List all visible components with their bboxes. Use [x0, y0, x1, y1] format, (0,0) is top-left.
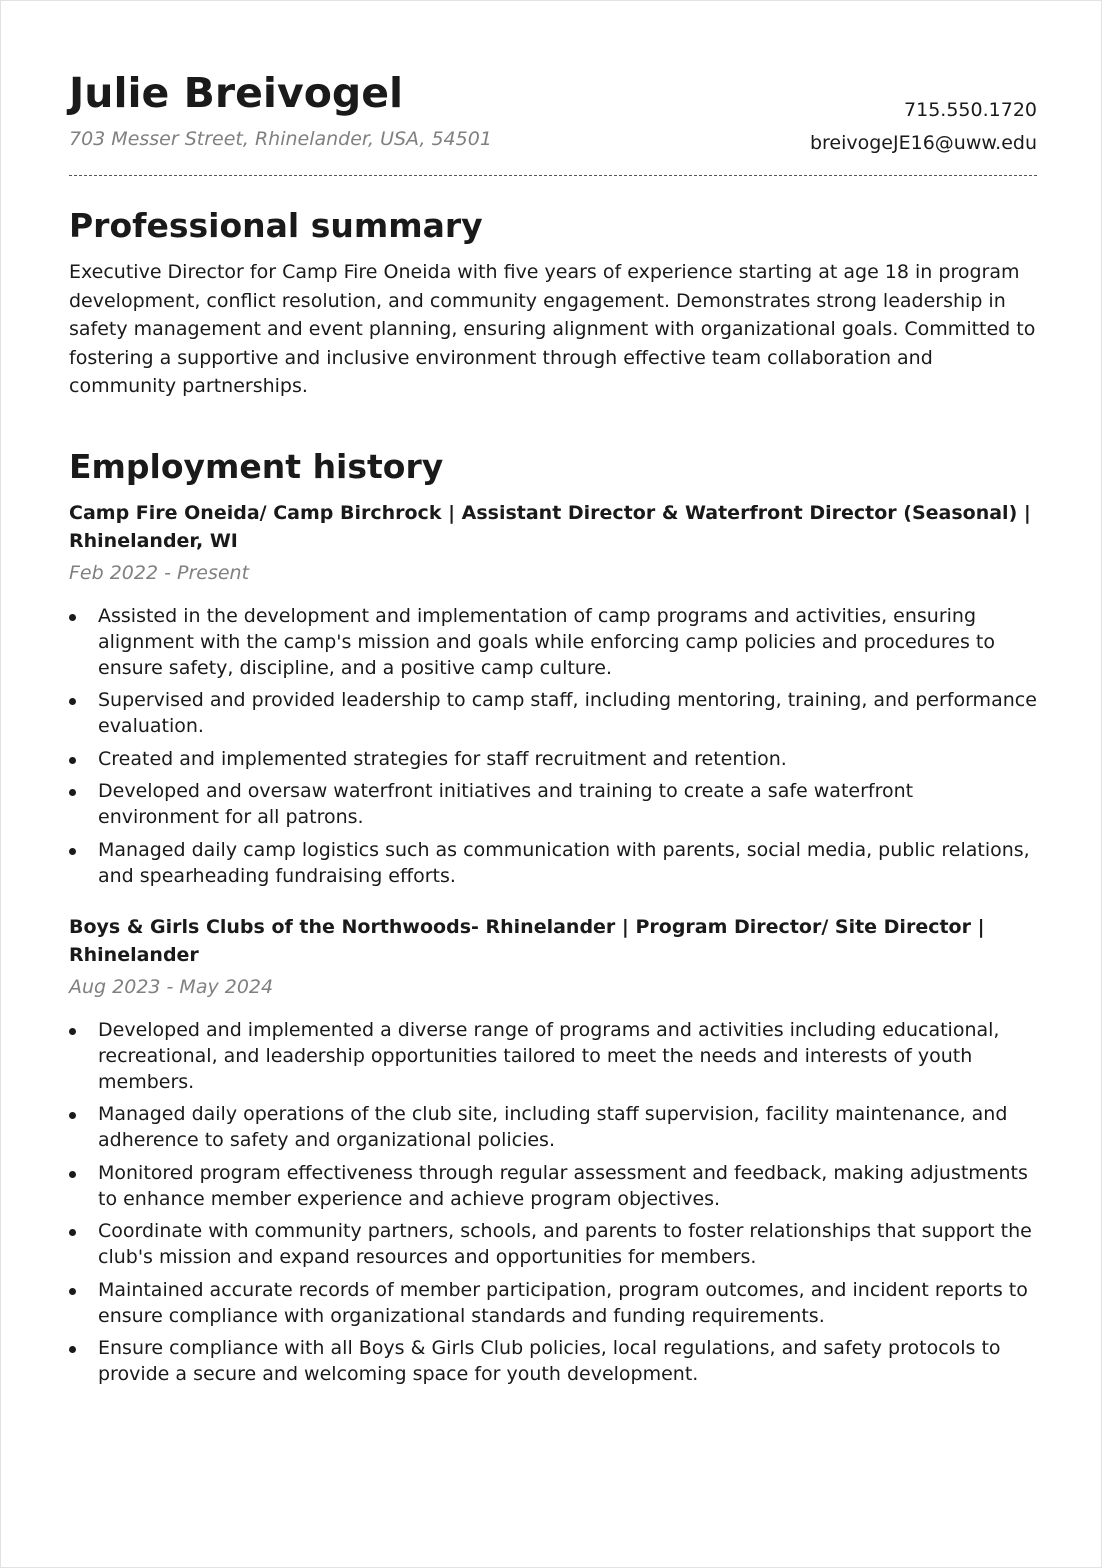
contact-block	[810, 94, 1037, 160]
job-bullet	[69, 1335, 1037, 1387]
bullet-icon	[69, 1288, 76, 1295]
bullet-icon	[69, 848, 76, 855]
job-bullet-text: Monitored program effectiveness through regular assessment and feedback, making adjustments to enhance member experience and achieve program objectives.	[98, 1161, 1028, 1210]
job-bullet-text: Supervised and provided leadership to camp staff, including mentoring, training, and performance evaluation.	[98, 689, 1037, 737]
job-heading: Boys & Girls Clubs of the Northwoods- Rhinelander | Program Director/ Site Director | Rhinelander	[69, 915, 985, 966]
summary-text: Executive Director for Camp Fire Oneida with five years of experience starting at age 18 in program development, conflict resolution, and community engagement. Demonstrates strong leadership in safety management and event planning, ensuring alignment with organizational goals. Committed to fostering a supportive and inclusive environment through effective team collaboration and community partnerships.	[69, 261, 1036, 397]
job-bullet	[69, 687, 1037, 739]
job-bullet	[69, 603, 1037, 681]
job-bullet-text: Managed daily operations of the club site, including staff supervision, facility maintenance, and adherence to safety and organizational policies.	[98, 1103, 1008, 1151]
job-bullet	[69, 778, 1037, 830]
job-bullet-text: Managed daily camp logistics such as communication with parents, social media, public relations, and spearheading fundraising efforts.	[98, 838, 1030, 887]
job-entry	[69, 499, 1037, 889]
email-address: breivogeJE16@uww.edu	[809, 132, 1037, 154]
job-bullet	[69, 1277, 1037, 1329]
resume-content	[69, 67, 1037, 1394]
bullet-icon	[69, 1171, 76, 1178]
job-bullet-text: Created and implemented strategies for staff recruitment and retention.	[98, 747, 787, 770]
bullet-icon	[69, 614, 76, 621]
header-divider	[69, 175, 1037, 176]
bullet-icon	[69, 698, 76, 705]
candidate-name: Julie Breivogel	[69, 69, 404, 117]
job-bullet	[69, 746, 1037, 772]
bullet-icon	[69, 1028, 76, 1035]
job-bullet-text: Ensure compliance with all Boys & Girls Club policies, local regulations, and safety protocols to provide a secure and welcoming space for youth development.	[98, 1337, 1001, 1385]
bullet-icon	[69, 1229, 76, 1236]
job-bullet	[69, 837, 1037, 889]
employment-heading: Employment history	[69, 446, 444, 486]
job-bullet-text: Maintained accurate records of member participation, program outcomes, and incident reports to ensure compliance with organizational standards and funding requirements.	[98, 1278, 1028, 1327]
job-bullet	[69, 1218, 1037, 1270]
job-dates: Aug 2023 - May 2024	[69, 975, 274, 998]
job-bullet	[69, 1101, 1037, 1153]
job-bullet-list	[69, 1017, 1037, 1388]
job-bullet	[69, 1160, 1037, 1212]
bullet-icon	[69, 757, 76, 764]
job-heading: Camp Fire Oneida/ Camp Birchrock | Assistant Director & Waterfront Director (Seasonal) | Rhinelander, WI	[69, 501, 1031, 552]
candidate-address: 703 Messer Street, Rhinelander, USA, 54501	[69, 128, 492, 150]
job-bullet-text: Assisted in the development and implementation of camp programs and activities, ensuring alignment with the camp's mission and goals while enforcing camp policies and procedures to ensure safety, discipline, and a positive camp culture.	[98, 604, 995, 679]
job-bullet-text: Coordinate with community partners, schools, and parents to foster relationships that support the club's mission and expand resources and opportunities for members.	[98, 1220, 1032, 1268]
summary-heading: Professional summary	[69, 206, 483, 245]
bullet-icon	[69, 789, 76, 796]
resume-header	[69, 67, 1037, 179]
job-bullet-text: Developed and oversaw waterfront initiatives and training to create a safe waterfront environment for all patrons.	[98, 780, 914, 828]
phone-number: 715.550.1720	[904, 99, 1037, 121]
job-entry	[69, 913, 1037, 1388]
bullet-icon	[69, 1346, 76, 1353]
job-bullet-text: Developed and implemented a diverse range of programs and activities including educational, recreational, and leadership opportunities tailored to meet the needs and interests of youth members.	[98, 1018, 1000, 1093]
job-dates: Feb 2022 - Present	[69, 561, 250, 584]
job-bullet-list	[69, 603, 1037, 889]
job-bullet	[69, 1017, 1037, 1095]
bullet-icon	[69, 1112, 76, 1119]
